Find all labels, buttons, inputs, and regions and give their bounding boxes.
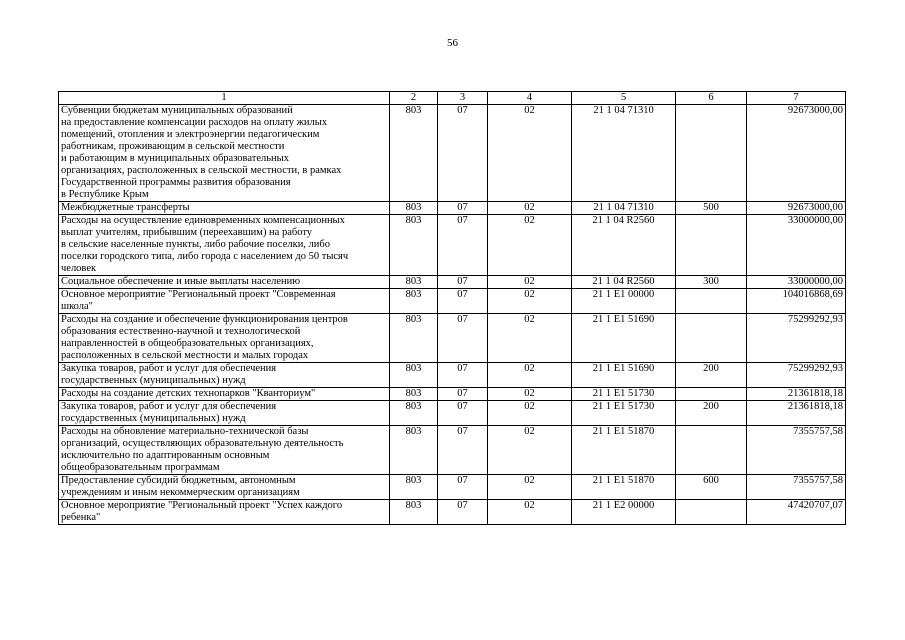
row-amount-cell: 33000000,00 (747, 276, 846, 289)
table-row (59, 363, 846, 388)
row-target-article-cell: 21 1 E1 51870 (572, 475, 676, 500)
row-name-cell: Основное мероприятие "Региональный проект "Успех каждого ребенка" (59, 500, 390, 525)
row-grbs-cell: 803 (390, 105, 438, 202)
budget-table (58, 91, 846, 525)
row-grbs-cell: 803 (390, 363, 438, 388)
column-header-7: 7 (747, 92, 846, 105)
row-subsection-cell: 02 (488, 289, 572, 314)
row-section-cell: 07 (438, 202, 488, 215)
row-section-cell: 07 (438, 314, 488, 363)
row-expense-type-cell (676, 500, 747, 525)
row-section-cell: 07 (438, 276, 488, 289)
row-target-article-cell: 21 1 E1 00000 (572, 289, 676, 314)
row-expense-type-cell (676, 289, 747, 314)
row-name-cell: Предоставление субсидий бюджетным, автономным учреждениям и иным некоммерческим организациям (59, 475, 390, 500)
column-header-2: 2 (390, 92, 438, 105)
row-target-article-cell: 21 1 04 R2560 (572, 215, 676, 276)
column-header-1: 1 (59, 92, 390, 105)
row-grbs-cell: 803 (390, 388, 438, 401)
row-section-cell: 07 (438, 401, 488, 426)
table-row (59, 500, 846, 525)
row-name-cell: Межбюджетные трансферты (59, 202, 390, 215)
row-name-cell: Расходы на обновление материально-технической базы организаций, осуществляющих образовательную деятельность исключительно по адаптированным основным общеобразовательным программам (59, 426, 390, 475)
row-target-article-cell: 21 1 04 R2560 (572, 276, 676, 289)
row-expense-type-cell (676, 105, 747, 202)
row-name-cell: Расходы на осуществление единовременных компенсационных выплат учителям, прибывшим (переехавшим) на работу в сельские населенные пункты, либо рабочие поселки, либо поселки городского типа, либо города с населением до 50 тысяч человек (59, 215, 390, 276)
row-amount-cell: 21361818,18 (747, 401, 846, 426)
row-name-cell: Закупка товаров, работ и услуг для обеспечения государственных (муниципальных) нужд (59, 363, 390, 388)
row-target-article-cell: 21 1 04 71310 (572, 105, 676, 202)
row-amount-cell: 47420707,07 (747, 500, 846, 525)
row-expense-type-cell: 200 (676, 363, 747, 388)
row-subsection-cell: 02 (488, 276, 572, 289)
table-row (59, 276, 846, 289)
row-amount-cell: 21361818,18 (747, 388, 846, 401)
row-amount-cell: 104016868,69 (747, 289, 846, 314)
row-section-cell: 07 (438, 388, 488, 401)
row-name-cell: Расходы на создание и обеспечение функционирования центров образования естественно-научной и технологической направленностей в общеобразовательных организациях, расположенных в сельской местности и малых городах (59, 314, 390, 363)
row-section-cell: 07 (438, 289, 488, 314)
row-target-article-cell: 21 1 E2 00000 (572, 500, 676, 525)
row-subsection-cell: 02 (488, 401, 572, 426)
row-target-article-cell: 21 1 E1 51870 (572, 426, 676, 475)
row-amount-cell: 7355757,58 (747, 426, 846, 475)
row-section-cell: 07 (438, 500, 488, 525)
row-subsection-cell: 02 (488, 475, 572, 500)
row-expense-type-cell: 200 (676, 401, 747, 426)
row-subsection-cell: 02 (488, 426, 572, 475)
row-name-cell: Закупка товаров, работ и услуг для обеспечения государственных (муниципальных) нужд (59, 401, 390, 426)
row-section-cell: 07 (438, 215, 488, 276)
row-section-cell: 07 (438, 475, 488, 500)
row-grbs-cell: 803 (390, 276, 438, 289)
row-expense-type-cell (676, 426, 747, 475)
table-row (59, 475, 846, 500)
table-row (59, 289, 846, 314)
row-amount-cell: 92673000,00 (747, 105, 846, 202)
table-row (59, 202, 846, 215)
column-header-5: 5 (572, 92, 676, 105)
row-name-cell: Расходы на создание детских технопарков "Кванториум" (59, 388, 390, 401)
row-grbs-cell: 803 (390, 500, 438, 525)
row-subsection-cell: 02 (488, 388, 572, 401)
table-row (59, 105, 846, 202)
column-header-4: 4 (488, 92, 572, 105)
page-number: 56 (447, 37, 458, 49)
table-row (59, 314, 846, 363)
row-subsection-cell: 02 (488, 314, 572, 363)
row-grbs-cell: 803 (390, 215, 438, 276)
header-row (59, 92, 846, 105)
row-expense-type-cell (676, 314, 747, 363)
row-expense-type-cell: 300 (676, 276, 747, 289)
row-amount-cell: 7355757,58 (747, 475, 846, 500)
table-row (59, 388, 846, 401)
row-amount-cell: 75299292,93 (747, 314, 846, 363)
row-section-cell: 07 (438, 426, 488, 475)
row-expense-type-cell: 500 (676, 202, 747, 215)
column-header-6: 6 (676, 92, 747, 105)
row-subsection-cell: 02 (488, 363, 572, 388)
row-subsection-cell: 02 (488, 215, 572, 276)
row-subsection-cell: 02 (488, 500, 572, 525)
row-target-article-cell: 21 1 E1 51690 (572, 314, 676, 363)
row-section-cell: 07 (438, 363, 488, 388)
row-grbs-cell: 803 (390, 401, 438, 426)
column-header-3: 3 (438, 92, 488, 105)
row-expense-type-cell: 600 (676, 475, 747, 500)
row-name-cell: Основное мероприятие "Региональный проект "Современная школа" (59, 289, 390, 314)
row-amount-cell: 75299292,93 (747, 363, 846, 388)
row-grbs-cell: 803 (390, 426, 438, 475)
row-target-article-cell: 21 1 04 71310 (572, 202, 676, 215)
table-row (59, 426, 846, 475)
row-grbs-cell: 803 (390, 314, 438, 363)
row-target-article-cell: 21 1 E1 51730 (572, 401, 676, 426)
row-amount-cell: 33000000,00 (747, 215, 846, 276)
row-grbs-cell: 803 (390, 289, 438, 314)
row-section-cell: 07 (438, 105, 488, 202)
row-amount-cell: 92673000,00 (747, 202, 846, 215)
table-row (59, 401, 846, 426)
row-name-cell: Субвенции бюджетам муниципальных образований на предоставление компенсации расходов на оплату жилых помещений, отопления и электроэнергии педагогическим работникам, проживающим в сельской местности и работающим в муниципальных образовательных организациях, расположенных в сельской местности, в рамках Государственной программы развития образования в Республике Крым (59, 105, 390, 202)
row-name-cell: Социальное обеспечение и иные выплаты населению (59, 276, 390, 289)
table-row (59, 215, 846, 276)
row-expense-type-cell (676, 215, 747, 276)
row-target-article-cell: 21 1 E1 51690 (572, 363, 676, 388)
row-grbs-cell: 803 (390, 202, 438, 215)
row-grbs-cell: 803 (390, 475, 438, 500)
row-subsection-cell: 02 (488, 202, 572, 215)
row-subsection-cell: 02 (488, 105, 572, 202)
row-expense-type-cell (676, 388, 747, 401)
row-target-article-cell: 21 1 E1 51730 (572, 388, 676, 401)
